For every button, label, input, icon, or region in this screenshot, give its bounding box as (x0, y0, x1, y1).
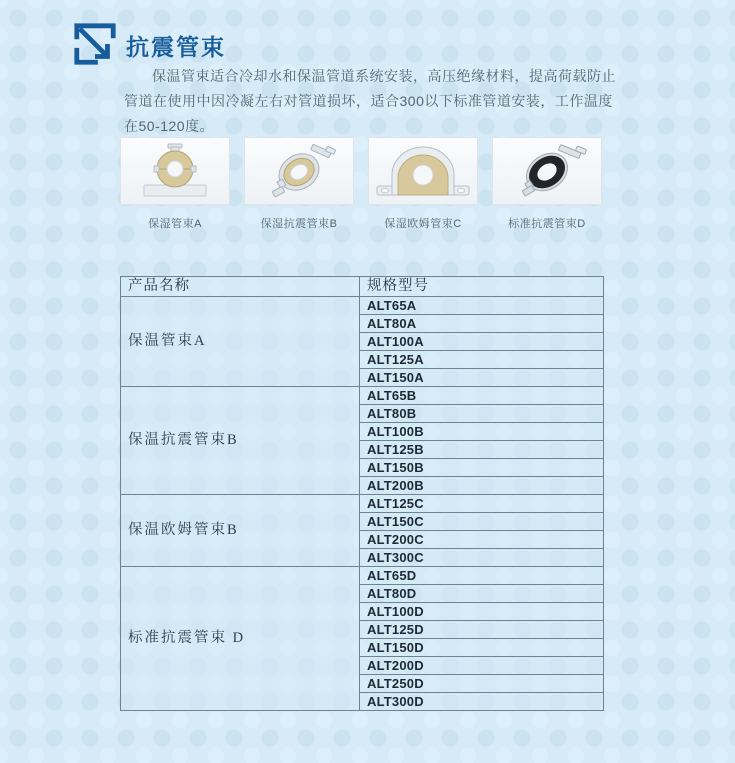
product-caption-d: 标准抗震管束D (508, 218, 586, 230)
spec-model-cell: ALT150B (360, 459, 604, 477)
spec-model-cell: ALT80D (360, 585, 604, 603)
spec-model-cell: ALT100B (360, 423, 604, 441)
spec-table-body (121, 297, 604, 711)
spec-model-cell: ALT100D (360, 603, 604, 621)
spec-model-cell: ALT300C (360, 549, 604, 567)
insulated-seismic-clamp-b-image (251, 141, 347, 201)
spec-model-cell: ALT250D (360, 675, 604, 693)
table-row (121, 495, 604, 513)
spec-model-cell: ALT150A (360, 369, 604, 387)
product-caption-b: 保湿抗震管束B (260, 218, 338, 230)
column-header-spec-model: 规格型号 (360, 277, 604, 297)
spec-model-cell: ALT80B (360, 405, 604, 423)
table-row (121, 387, 604, 405)
spec-model-cell: ALT200C (360, 531, 604, 549)
spec-model-cell: ALT125C (360, 495, 604, 513)
table-row (121, 297, 604, 315)
spec-model-cell: ALT125D (360, 621, 604, 639)
product-image-frame (244, 137, 354, 205)
spec-model-cell: ALT100A (360, 333, 604, 351)
spec-model-cell: ALT125A (360, 351, 604, 369)
product-image-frame (120, 137, 230, 205)
spec-model-cell: ALT300D (360, 693, 604, 711)
product-description: 保温管束适合冷却水和保温管道系统安装，高压绝缘材料，提高荷载防止管道在使用中因冷凝左右对管道损坏，适合300以下标准管道安装，工作温度在50-120度。 (124, 68, 616, 134)
table-row (121, 567, 604, 585)
spec-model-cell: ALT125B (360, 441, 604, 459)
spec-table (120, 276, 604, 711)
insulated-ohm-clamp-c-image (375, 141, 471, 201)
product-name-cell: 保温欧姆管束B (121, 495, 360, 567)
product-card-a (120, 137, 230, 231)
spec-model-cell: ALT65D (360, 567, 604, 585)
column-header-product-name: 产品名称 (121, 277, 360, 297)
product-name-cell: 保温抗震管束B (121, 387, 360, 495)
product-card-b (244, 137, 354, 231)
spec-model-cell: ALT80A (360, 315, 604, 333)
spec-model-cell: ALT65A (360, 297, 604, 315)
table-header-row (121, 277, 604, 297)
page-title: 抗震管束 (126, 34, 226, 60)
spec-model-cell: ALT200B (360, 477, 604, 495)
spec-model-cell: ALT150C (360, 513, 604, 531)
spec-model-cell: ALT200D (360, 657, 604, 675)
product-name-cell: 保温管束A (121, 297, 360, 387)
product-card-row (120, 137, 604, 231)
product-caption-a: 保湿管束A (148, 218, 202, 230)
spec-table-container (120, 276, 604, 711)
product-image-frame (492, 137, 602, 205)
product-card-d (492, 137, 602, 231)
product-name-cell: 标准抗震管束 D (121, 567, 360, 711)
spec-model-cell: ALT150D (360, 639, 604, 657)
product-image-frame (368, 137, 478, 205)
insulated-clamp-a-image (127, 141, 223, 201)
diagonal-resize-arrow-icon (72, 21, 118, 67)
product-caption-c: 保湿欧姆管束C (384, 218, 462, 230)
product-card-c (368, 137, 478, 231)
spec-model-cell: ALT65B (360, 387, 604, 405)
standard-seismic-clamp-d-image (499, 141, 595, 201)
